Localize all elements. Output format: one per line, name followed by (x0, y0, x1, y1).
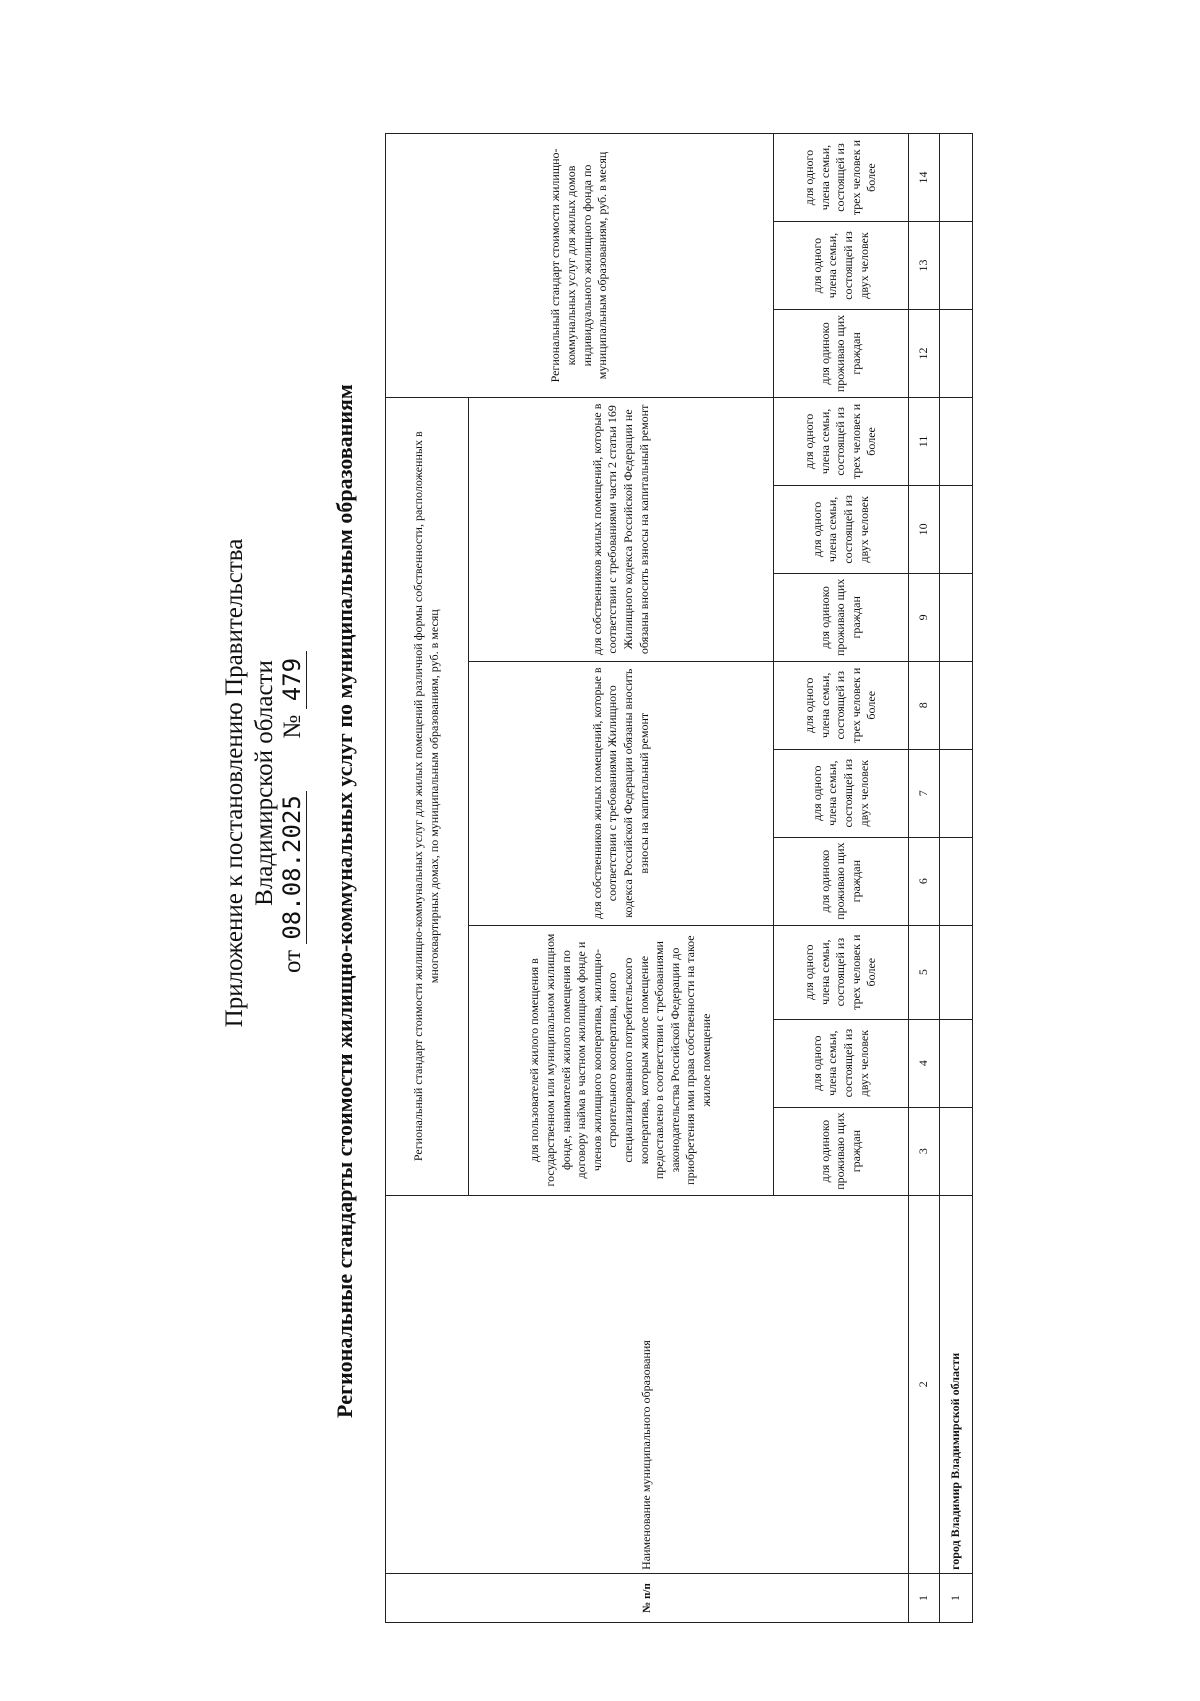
value-cell (940, 309, 973, 397)
header-leaf-9: для одиноко проживаю щих граждан (774, 573, 909, 661)
column-number: 9 (909, 573, 940, 661)
value-cell (940, 661, 973, 749)
column-number: 12 (909, 309, 940, 397)
header-leaf-4: для одного члена семьи, состоящей из двух человек (774, 1019, 909, 1107)
header-sub-owners-nopay (469, 397, 774, 661)
header-leaf-13: для одного члена семьи, состоящей из двух человек (774, 222, 909, 310)
column-number: 5 (909, 925, 940, 1019)
value-cell (940, 749, 973, 837)
column-number: 2 (909, 1195, 940, 1573)
value-cell (940, 1019, 973, 1107)
column-number: 7 (909, 749, 940, 837)
row-number: 1 (940, 1573, 973, 1622)
column-numbers-row (909, 134, 940, 1623)
resolution-number: 479 (278, 651, 307, 709)
resolution-date: 08.08.2025 (278, 791, 307, 944)
appendix-header-line2: Владимирской области (251, 660, 278, 906)
value-cell (940, 397, 973, 485)
value-cell (940, 134, 973, 222)
header-leaf-12: для одиноко проживаю щих граждан (774, 309, 909, 397)
header-leaf-8: для одного члена семьи, состоящей из трех человек и более (774, 661, 909, 749)
header-group-mkd-label: Региональный стандарт стоимости жилищно-коммунальных услуг для жилых помещений различной формы собственности, расположенных в многоквартирных домах, по муниципальным образованиям, руб. в месяц (411, 431, 441, 1162)
municipality-name: город Владимир Владимирской области (940, 1195, 973, 1573)
header-col-name-label: Наименование муниципального образования (639, 1340, 654, 1570)
header-leaf-3: для одиноко проживаю щих граждан (774, 1107, 909, 1195)
value-cell (940, 573, 973, 661)
header-col-name (386, 1195, 909, 1573)
header-leaf-10: для одного члена семьи, состоящей из двух человек (774, 485, 909, 573)
header-sub-users-label: для пользователей жилого помещения в государственном или муниципальном жилищном фонде, нанимателей жилого помещения по договору найма в частном жилищном фонде и членов жилищного кооператива, жилищно-строительного кооператива, иного специализированного потребительского кооператива, которым жилое помещение предоставлено в соответствии с требованиями законодательства Российской Федерации до приобретения ими права собственности на такое жилое помещение (527, 933, 713, 1187)
value-cell (940, 925, 973, 1019)
value-cell (940, 1107, 973, 1195)
table-header-row-1 (386, 134, 469, 1623)
header-leaf-7: для одного члена семьи, состоящей из двух человек (774, 749, 909, 837)
header-group-ind (386, 134, 774, 398)
header-sub-owners-pay-label: для собственников жилых помещений, которые в соответствии с требованиями Жилищного кодекса Российской Федерации обязаны вносить взносы на капитальный ремонт (589, 667, 651, 920)
column-number: 10 (909, 485, 940, 573)
value-cell (940, 485, 973, 573)
header-group-ind-label: Региональный стандарт стоимости жилищно-коммунальных услуг для жилых домов индивидуального жилищного фонда по муниципальным образованиям, руб. в месяц (548, 148, 610, 383)
standards-table (385, 133, 973, 1623)
appendix-header-line1: Приложение к постановлению Правительства (221, 538, 248, 1028)
column-number: 13 (909, 222, 940, 310)
column-number: 8 (909, 661, 940, 749)
value-cell (940, 222, 973, 310)
column-number: 1 (909, 1573, 940, 1622)
appendix-header-date-number (278, 651, 307, 973)
header-leaf-14: для одного члена семьи, состоящей из трех человек и более (774, 134, 909, 222)
document-title: Региональные стандарты стоимости жилищно-коммунальных услуг по муниципальным образованиям (332, 384, 357, 1418)
column-number: 3 (909, 1107, 940, 1195)
value-cell (940, 837, 973, 925)
table-row (940, 134, 973, 1623)
header-leaf-6: для одиноко проживаю щих граждан (774, 837, 909, 925)
header-sub-users (469, 925, 774, 1195)
header-col-no-label: № п/п (640, 1583, 653, 1613)
header-group-mkd (386, 397, 469, 1195)
number-label: № (279, 714, 306, 739)
column-number: 11 (909, 397, 940, 485)
column-number: 14 (909, 134, 940, 222)
header-sub-owners-pay (469, 661, 774, 925)
from-label: от (279, 949, 306, 973)
header-col-no (386, 1573, 909, 1622)
column-number: 6 (909, 837, 940, 925)
column-number: 4 (909, 1019, 940, 1107)
header-sub-owners-nopay-label: для собственников жилых помещений, которые в соответствии с требованиями части 2 статьи 169 Жилищного кодекса Российской Федерации не обязаны вносить взносы на капитальный ремонт (589, 403, 651, 656)
header-leaf-5: для одного члена семьи, состоящей из трех человек и более (774, 925, 909, 1019)
header-leaf-11: для одного члена семьи, состоящей из трех человек и более (774, 397, 909, 485)
